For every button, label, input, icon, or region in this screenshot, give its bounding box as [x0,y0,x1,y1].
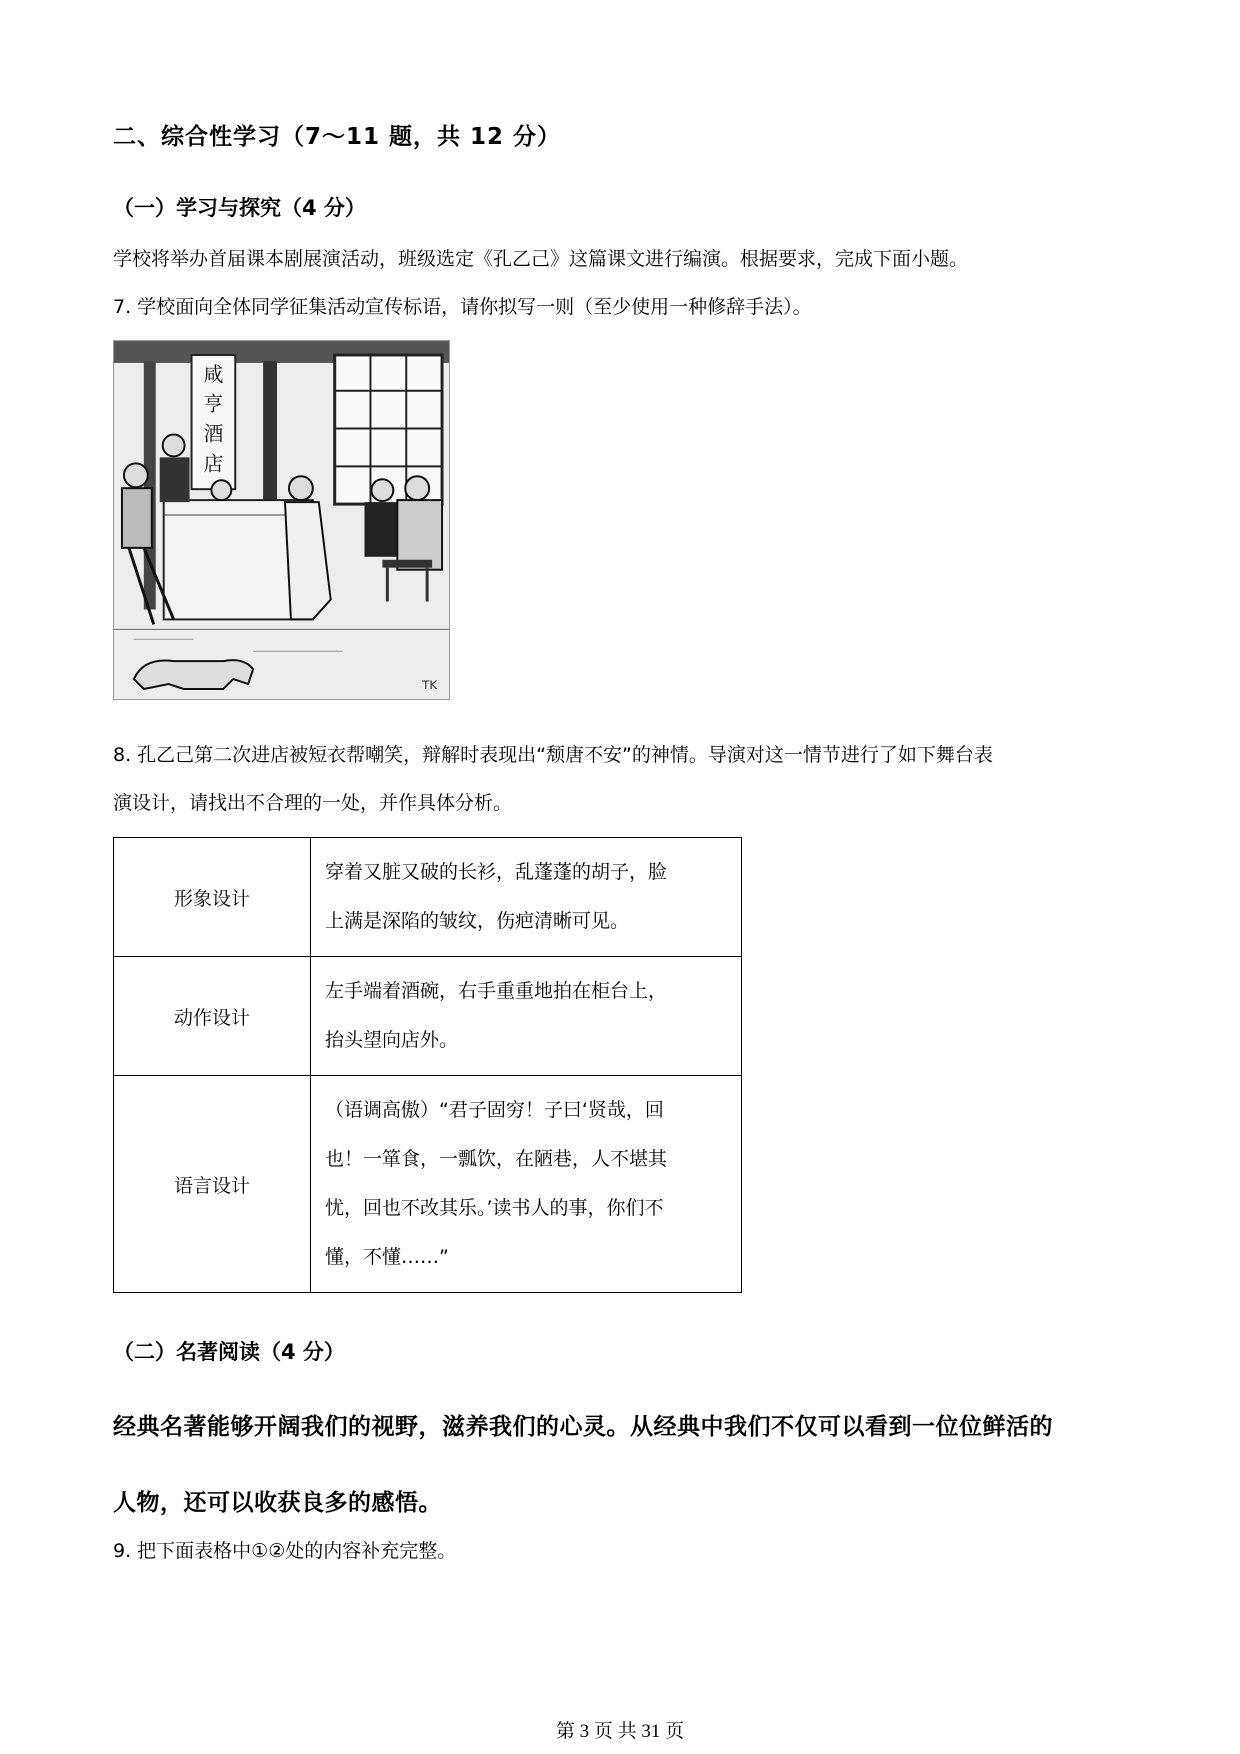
part2-paragraph-line1: 经典名著能够开阔我们的视野，滋养我们的心灵。从经典中我们不仅可以看到一位位鲜活的 [113,1414,1053,1440]
table-cell-label: 语言设计 [114,1076,311,1293]
svg-text:亨: 亨 [203,392,224,416]
table-cell-label: 形象设计 [114,838,311,957]
question-8-line2: 演设计，请找出不合理的一处，并作具体分析。 [113,792,513,814]
part2-title: （二）名著阅读（4 分） [113,1340,345,1364]
table-cell-content [311,957,742,1076]
svg-text:店: 店 [203,452,224,476]
table-row [114,957,742,1076]
question-7: 7. 学校面向全体同学征集活动宣传标语，请你拟写一则（至少使用一种修辞手法）。 [113,296,812,318]
part2-paragraph-line2: 人物，还可以收获良多的感悟。 [113,1490,442,1516]
content-line: 忧，回也不改其乐。’读书人的事，你们不 [325,1197,664,1219]
content-line: 上满是深陷的皱纹，伤疤清晰可见。 [325,910,630,932]
question-8-line1: 8. 孔乙己第二次进店被短衣帮嘲笑，辩解时表现出“颓唐不安”的神情。导演对这一情节进行了如下舞台表 [113,744,993,766]
svg-text:TK: TK [422,677,438,692]
svg-text:咸: 咸 [203,362,224,386]
table-row [114,838,742,957]
content-line: 左手端着酒碗，右手重重地拍在柜台上， [325,980,668,1002]
content-line: 穿着又脏又破的长衫，乱蓬蓬的胡子，脸 [325,861,668,883]
content-line: 也！一箪食，一瓢饮，在陋巷，人不堪其 [325,1148,668,1170]
table-cell-label: 动作设计 [114,957,311,1076]
xianheng-tavern-illustration [113,340,450,700]
question-9: 9. 把下面表格中①②处的内容补充完整。 [113,1540,457,1562]
content-line: 抬头望向店外。 [325,1029,459,1051]
table-row [114,1076,742,1293]
content-line: （语调高傲）“君子固穷！子曰‘贤哉，回 [325,1099,664,1121]
table-cell-content [311,838,742,957]
table-cell-content [311,1076,742,1293]
part1-intro: 学校将举办首届课本剧展演活动，班级选定《孔乙己》这篇课文进行编演。根据要求，完成下面小题。 [113,248,969,270]
svg-text:酒: 酒 [203,422,224,446]
stage-design-table [113,837,742,1293]
part1-title: （一）学习与探究（4 分） [113,196,366,220]
section-title: 二、综合性学习（7～11 题，共 12 分） [113,124,562,150]
content-line: 懂，不懂……” [325,1246,449,1268]
page-footer: 第 3 页 共 31 页 [555,1721,685,1742]
